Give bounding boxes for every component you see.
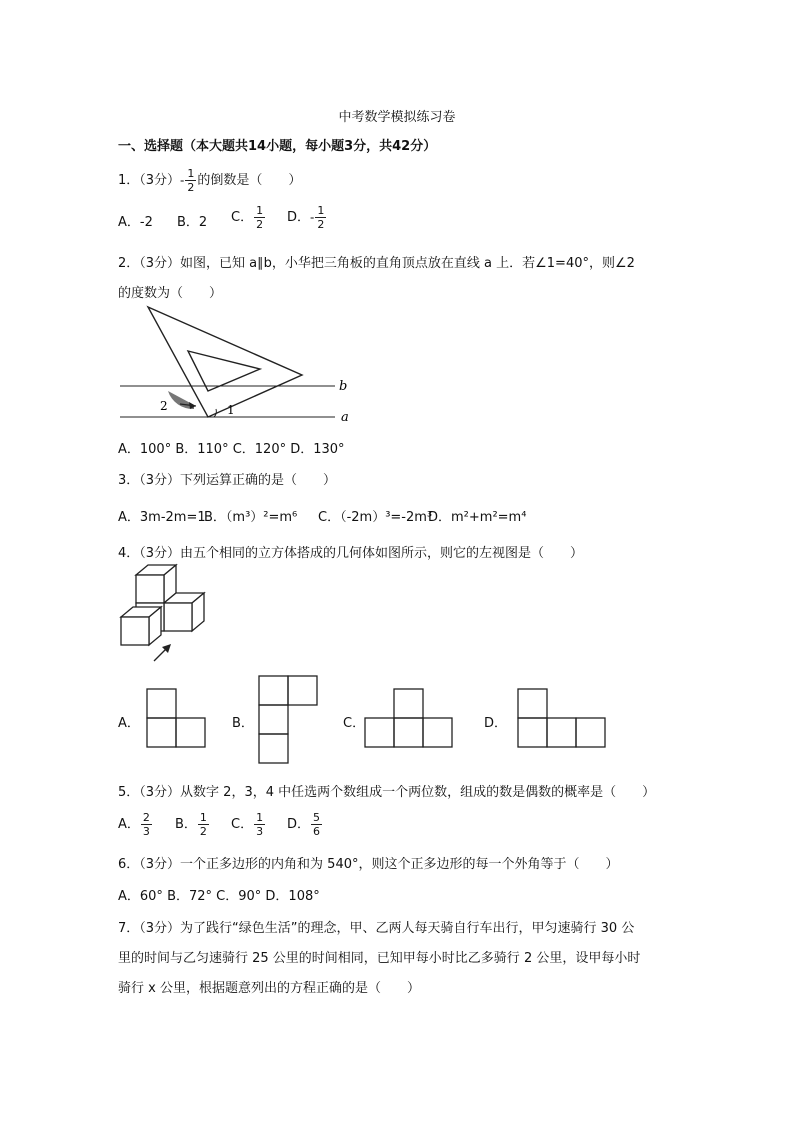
q4-option-b-label: B． [232,716,254,731]
q4-option-d-label: D． [484,716,508,731]
q1-suffix: 的倒数是（ ） [197,173,302,188]
q4-text: 4．（3分）由五个相同的立方体搭成的几何体如图所示，则它的左视图是（ ） [118,546,584,561]
q5-a-den: 3 [142,825,150,838]
q1-d-fraction [315,205,326,230]
q1-option-a: A．-2 [118,215,153,230]
q2-line-2: 的度数为（ ） [118,286,223,301]
q5-text: 5．（3分）从数字 2，3，4 中任选两个数组成一个两位数，组成的数是偶数的概率是（ ） [118,785,656,800]
q4-solid-figure [118,565,218,665]
q1-c-num: 1 [256,204,264,217]
q1-c-fraction [254,205,265,230]
q1-frac-num: 1 [187,167,195,180]
q1-d-neg: - [310,210,315,225]
q2-options: A．100° B．110° C．120° D．130° [118,442,345,457]
label-angle-1: 1 [227,403,235,417]
q5-b-den: 2 [199,825,207,838]
q4-option-d-figure [517,688,609,750]
cube-top-front [136,575,164,603]
q3-option-d: D．m²+m²=m⁴ [428,510,527,525]
q5-d-fraction [311,812,322,837]
q3-option-c: C．（-2m）³=-2m³ [318,510,433,525]
q5-option-d [287,812,323,837]
q1-d-label: D． [287,210,311,225]
q5-d-den: 6 [313,825,321,838]
label-b: b [339,379,348,394]
q6-options: A．60° B．72° C．90° D．108° [118,889,320,904]
q5-d-num: 5 [313,811,321,824]
q5-c-fraction [254,812,265,837]
q6-text: 6．（3分）一个正多边形的内角和为 540°，则这个正多边形的每一个外角等于（ ） [118,857,619,872]
q5-a-num: 2 [142,811,150,824]
q5-b-num: 1 [199,811,207,824]
q5-c-num: 1 [256,811,264,824]
q4-option-c-figure [364,688,456,750]
cube-right-front [164,603,192,631]
q1-c-den: 2 [256,218,264,231]
q3-text: 3．（3分）下列运算正确的是（ ） [118,473,337,488]
q5-c-den: 3 [256,825,264,838]
q5-b-label: B． [175,817,197,832]
triangle-outer [148,307,302,417]
label-angle-2: 2 [160,399,168,413]
section-heading: 一、选择题（本大题共14小题，每小题3分，共42分） [118,139,437,154]
q1-neg: - [180,173,185,188]
q1-c-label: C． [231,210,254,225]
label-a: a [341,410,349,425]
q3-option-a: A．3m-2m=1 [118,510,206,525]
triangle-inner [188,351,260,391]
q1-option-d [287,205,327,230]
q5-option-b [175,812,210,837]
q4-option-c-label: C． [343,716,366,731]
q5-option-c [231,812,266,837]
q1-d-den: 2 [317,218,325,231]
q1-frac-den: 2 [187,181,195,194]
q5-option-a [118,812,153,837]
q1-fraction [185,168,196,193]
q5-c-label: C． [231,817,254,832]
q4-option-b-figure [258,675,322,767]
q1-prefix: 1．（3分） [118,173,181,188]
q2-line-1: 2．（3分）如图，已知 a∥b，小华把三角板的直角顶点放在直线 a 上．若∠1=40°，则∠2 [118,256,635,271]
q7-line-1: 7．（3分）为了践行“绿色生活”的理念，甲、乙两人每天骑自行车出行，甲匀速骑行 30 公 [118,921,635,936]
q4-option-a-figure [146,688,208,750]
q7-line-2: 里的时间与乙匀速骑行 25 公里的时间相同，已知甲每小时比乙多骑行 2 公里，设甲每小时 [118,951,641,966]
angle-1-arc [214,409,216,417]
q1-option-b: B．2 [177,215,208,230]
q1-d-num: 1 [317,204,325,217]
q7-line-3: 骑行 x 公里，根据题意列出的方程正确的是（ ） [118,981,420,996]
q5-a-label: A． [118,817,140,832]
page-title: 中考数学模拟练习卷 [338,110,456,125]
q5-b-fraction [198,812,209,837]
q5-a-fraction [141,812,152,837]
q1-option-c [231,205,266,230]
cube-front-front [121,617,149,645]
q3-option-b: B．（m³）²=m⁶ [204,510,298,525]
q2-figure [110,305,370,425]
question-1 [118,168,301,193]
q5-d-label: D． [287,817,311,832]
q4-option-a-label: A． [118,716,140,731]
